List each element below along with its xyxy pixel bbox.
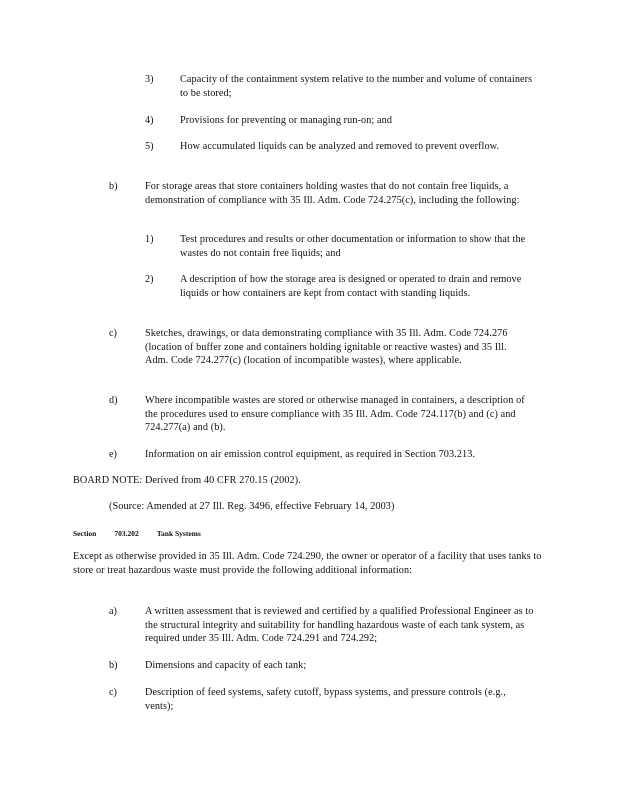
item-marker: b) <box>109 660 118 671</box>
item-text: Where incompatible wastes are stored or otherwise managed in containers, a description of the procedures used to ensure compliance with 35 Ill. Adm. Code 724.117(b) and (c) and 724.277(a) and (b). <box>145 395 525 433</box>
item-text: A written assessment that is reviewed and certified by a qualified Professional Engineer as to the structural integrity and suitability for handling hazardous waste of each tank system, as required under 35 Ill. Adm. Code 724.291 and 724.292; <box>145 606 534 644</box>
section-label: Section <box>73 529 97 538</box>
item-text: A description of how the storage area is designed or operated to drain and remove liquids or how containers are kept from contact with standing liquids. <box>180 274 522 299</box>
section-heading <box>73 529 219 539</box>
item-marker: e) <box>109 449 117 460</box>
item-marker: 3) <box>145 74 154 85</box>
board-note: BOARD NOTE: Derived from 40 CFR 270.15 (2002). <box>73 475 301 486</box>
item-text: Information on air emission control equipment, as required in Section 703.213. <box>145 449 476 460</box>
item-text: Description of feed systems, safety cutoff, bypass systems, and pressure controls (e.g., vents); <box>145 687 506 712</box>
item-marker: a) <box>109 606 117 617</box>
item-marker: d) <box>109 395 118 406</box>
item-text: Test procedures and results or other documentation or information to show that the wastes do not contain free liquids; and <box>180 234 526 259</box>
item-marker: 2) <box>145 274 154 285</box>
item-text: Capacity of the containment system relative to the number and volume of containers to be stored; <box>180 74 533 99</box>
item-text: How accumulated liquids can be analyzed and removed to prevent overflow. <box>180 141 500 152</box>
section-title: Tank Systems <box>156 529 201 538</box>
section-number: 703.202 <box>114 529 139 538</box>
item-text: For storage areas that store containers holding wastes that do not contain free liquids, a demonstration of compliance with 35 Ill. Adm. Code 724.275(c), including the following: <box>145 181 520 206</box>
source-note: (Source: Amended at 27 Ill. Reg. 3496, effective February 14, 2003) <box>109 501 395 512</box>
item-marker: 1) <box>145 234 154 245</box>
intro-paragraph: Except as otherwise provided in 35 Ill. Adm. Code 724.290, the owner or operator of a facility that uses tanks to store or treat hazardous waste must provide the following additional information: <box>73 551 542 576</box>
item-text: Dimensions and capacity of each tank; <box>145 660 307 671</box>
item-text: Sketches, drawings, or data demonstrating compliance with 35 Ill. Adm. Code 724.276 (location of buffer zone and containers holding ignitable or reactive wastes) and 35 Ill. Adm. Code 724.277(c) (location of incompatible wastes), where applicable. <box>145 328 508 366</box>
item-marker: c) <box>109 687 117 698</box>
item-marker: c) <box>109 328 117 339</box>
item-marker: 4) <box>145 115 154 126</box>
item-marker: 5) <box>145 141 154 152</box>
item-marker: b) <box>109 181 118 192</box>
item-text: Provisions for preventing or managing run-on; and <box>180 115 393 126</box>
